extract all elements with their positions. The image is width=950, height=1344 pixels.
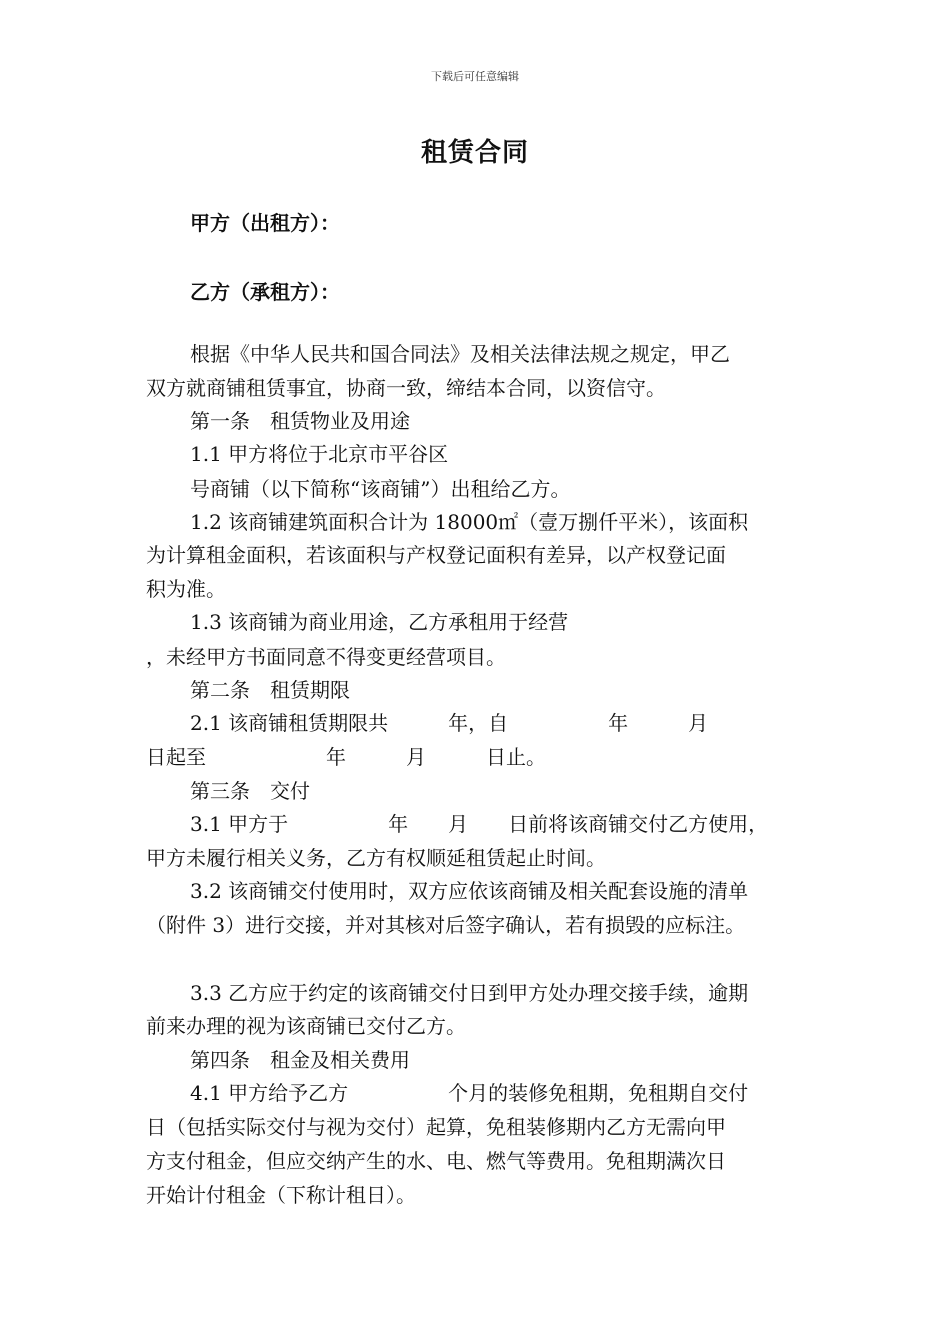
preamble-line-1: 根据《中华人民共和国合同法》及相关法律法规之规定，甲乙 bbox=[190, 342, 730, 366]
clause-3-2-line-1: 3.2 该商铺交付使用时，双方应依该商铺及相关配套设施的清单 bbox=[190, 879, 749, 903]
party-a-label: 甲方（出租方）： bbox=[190, 211, 340, 235]
preamble-line-2: 双方就商铺租赁事宜，协商一致，缔结本合同，以资信守。 bbox=[146, 376, 666, 400]
clause-3-2-line-2: （附件 3）进行交接，并对其核对后签字确认，若有损毁的应标注。 bbox=[146, 913, 746, 937]
clause-1-2-line-1: 1.2 该商铺建筑面积合计为 18000㎡（壹万捌仟平米），该面积 bbox=[190, 510, 749, 534]
clause-4-1-line-2: 日（包括实际交付与视为交付）起算，免租装修期内乙方无需向甲 bbox=[146, 1115, 726, 1139]
clause-1-1-line-1: 1.1 甲方将位于北京市平谷区 bbox=[190, 442, 449, 466]
clause-1-1-line-2: 号商铺（以下简称“该商铺”）出租给乙方。 bbox=[190, 477, 571, 501]
clause-2-1-line-1: 2.1 该商铺租赁期限共 年，自 年 月 bbox=[190, 711, 709, 735]
clause-1-2-line-3: 积为准。 bbox=[146, 577, 226, 601]
clause-1-2-line-2: 为计算租金面积，若该面积与产权登记面积有差异，以产权登记面 bbox=[146, 543, 726, 567]
clause-3-1-line-2: 甲方未履行相关义务，乙方有权顺延租赁起止时间。 bbox=[146, 846, 606, 870]
article-2-heading: 第二条 租赁期限 bbox=[190, 678, 350, 702]
clause-1-3-line-2: ，未经甲方书面同意不得变更经营项目。 bbox=[146, 645, 506, 669]
article-3-heading: 第三条 交付 bbox=[190, 779, 310, 803]
clause-3-3-line-2: 前来办理的视为该商铺已交付乙方。 bbox=[146, 1014, 466, 1038]
article-1-heading: 第一条 租赁物业及用途 bbox=[190, 409, 410, 433]
article-4-heading: 第四条 租金及相关费用 bbox=[190, 1048, 410, 1072]
clause-4-1-line-1: 4.1 甲方给予乙方 个月的装修免租期，免租期自交付 bbox=[190, 1081, 749, 1105]
clause-4-1-line-4: 开始计付租金（下称计租日）。 bbox=[146, 1183, 416, 1207]
party-b-label: 乙方（承租方）： bbox=[190, 280, 340, 304]
clause-2-1-line-2: 日起至 年 月 日止。 bbox=[146, 745, 546, 769]
clause-4-1-line-3: 方支付租金，但应交纳产生的水、电、燃气等费用。免租期满次日 bbox=[146, 1149, 726, 1173]
clause-1-3-line-1: 1.3 该商铺为商业用途，乙方承租用于经营 bbox=[190, 610, 569, 634]
clause-3-3-line-1: 3.3 乙方应于约定的该商铺交付日到甲方处办理交接手续，逾期 bbox=[190, 981, 749, 1005]
contract-title: 租赁合同 bbox=[420, 138, 529, 168]
clause-3-1-line-1: 3.1 甲方于 年 月 日前将该商铺交付乙方使用， bbox=[190, 812, 769, 836]
header-note: 下载后可任意编辑 bbox=[431, 70, 519, 83]
